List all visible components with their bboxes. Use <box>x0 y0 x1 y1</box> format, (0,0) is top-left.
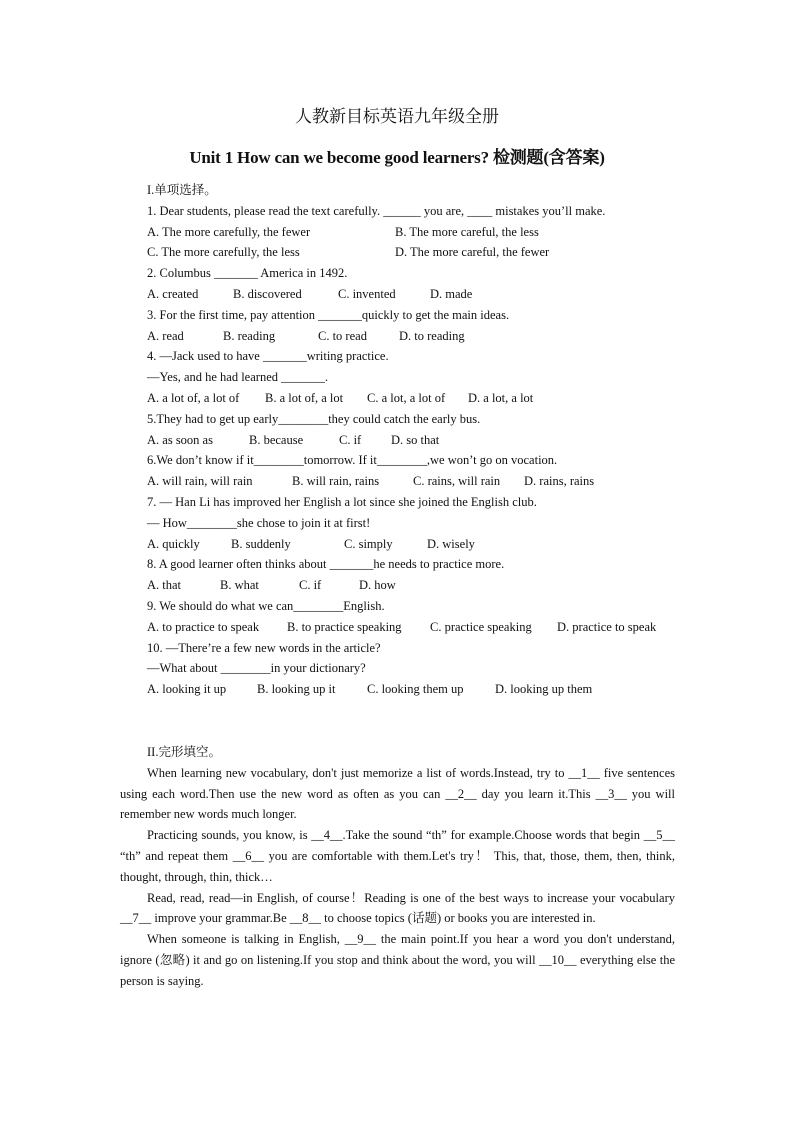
option: D. wisely <box>427 536 475 551</box>
question-1-options-row-1 <box>147 222 675 243</box>
question-5: 5.They had to get up early________they could catch the early bus. <box>147 411 481 426</box>
option: C. if <box>339 432 362 447</box>
option: B. because <box>249 432 304 447</box>
option: A. quickly <box>147 536 200 551</box>
question-8: 8. A good learner often thinks about _______he needs to practice more. <box>147 557 505 572</box>
option: C. a lot, a lot of <box>367 390 446 405</box>
option: C. to read <box>318 328 367 343</box>
option: A. as soon as <box>147 432 213 447</box>
question-10-reply: —What about ________in your dictionary? <box>147 661 366 676</box>
document-title: 人教新目标英语九年级全册 <box>295 107 499 126</box>
option: D. a lot, a lot <box>468 390 534 405</box>
question-1-options-row-2 <box>147 242 675 263</box>
option: C. if <box>299 578 322 593</box>
cloze-passage <box>120 763 675 992</box>
cloze-paragraph: When learning new vocabulary, don't just memorize a list of words.Instead, try to __1__ five sentences using each word.Then use the new word as often as you can __2__ day you learn it.This __3__ you will remember new words much longer. <box>120 765 675 822</box>
option: A. created <box>147 286 199 301</box>
option: B. The more careful, the less <box>395 224 539 239</box>
cloze-paragraph: When someone is talking in English, __9__ the main point.If you hear a word you don't understand, ignore (忽略) it and go on listening.If you stop and think about the word, you will __10__ everything else the person is saying. <box>120 932 675 988</box>
question-2: 2. Columbus _______ America in 1492. <box>147 266 348 281</box>
question-6-options <box>147 471 675 492</box>
question-8-options <box>147 575 675 596</box>
question-9-options <box>147 617 675 638</box>
question-10-options <box>147 679 675 700</box>
option: A. read <box>147 328 184 343</box>
question-3: 3. For the first time, pay attention _______quickly to get the main ideas. <box>147 307 510 322</box>
cloze-paragraph: Practicing sounds, you know, is __4__.Take the sound “th” for example.Choose words that begin __5__ “th” and repeat them __6__ you are comfortable with them.Let's try！ This, that, those, them, then, think, thought, through, thin, thick… <box>120 828 675 884</box>
option: B. looking up it <box>257 682 336 697</box>
question-4: 4. —Jack used to have _______writing practice. <box>147 349 389 364</box>
option: C. looking them up <box>367 682 464 697</box>
option: B. will rain, rains <box>292 474 380 489</box>
question-10: 10. —There’re a few new words in the article? <box>147 640 381 655</box>
option: D. practice to speak <box>557 619 657 634</box>
option: A. will rain, will rain <box>147 474 253 489</box>
question-4-options <box>147 388 675 409</box>
document-body <box>120 180 675 991</box>
option: B. what <box>220 578 259 593</box>
option: C. practice speaking <box>430 619 532 634</box>
option: B. suddenly <box>231 536 291 551</box>
option: C. The more carefully, the less <box>147 245 300 260</box>
option: D. made <box>430 286 473 301</box>
question-9: 9. We should do what we can________English. <box>147 598 385 613</box>
option: A. to practice to speak <box>147 619 260 634</box>
question-7-options <box>147 534 675 555</box>
question-5-options <box>147 430 675 451</box>
option: A. a lot of, a lot of <box>147 390 240 405</box>
question-7: 7. — Han Li has improved her English a lot since she joined the English club. <box>147 494 537 509</box>
option: D. The more careful, the fewer <box>395 245 550 260</box>
option: B. a lot of, a lot <box>265 390 344 405</box>
option: A. looking it up <box>147 682 227 697</box>
section-heading-multiple-choice: I.单项选择。 <box>147 183 217 197</box>
question-4-reply: —Yes, and he had learned _______. <box>147 370 328 385</box>
option: D. to reading <box>399 328 465 343</box>
option: A. The more carefully, the fewer <box>147 224 311 239</box>
option: D. how <box>359 578 396 593</box>
question-3-options <box>147 326 675 347</box>
question-2-options <box>147 284 675 305</box>
option: C. simply <box>344 536 393 551</box>
option: D. looking up them <box>495 682 593 697</box>
option: B. to practice speaking <box>287 619 402 634</box>
option: C. invented <box>338 286 396 301</box>
question-6: 6.We don’t know if it________tomorrow. If it________,we won’t go on vocation. <box>147 453 558 468</box>
option: B. reading <box>223 328 276 343</box>
section-heading-cloze: II.完形填空。 <box>147 744 221 759</box>
question-1: 1. Dear students, please read the text carefully. ______ you are, ____ mistakes you’ll make. <box>147 203 606 218</box>
cloze-paragraph: Read, read, read—in English, of course！Reading is one of the best ways to increase your vocabulary __7__ improve your grammar.Be __8__ to choose topics (话题) or books you are interested in. <box>120 890 675 926</box>
document-subtitle: Unit 1 How can we become good learners? 检测题(含答案) <box>189 148 605 167</box>
option: D. so that <box>391 432 440 447</box>
option: D. rains, rains <box>524 474 595 489</box>
question-7-reply: — How________she chose to join it at first! <box>147 515 371 530</box>
option: A. that <box>147 578 182 593</box>
option: B. discovered <box>233 286 302 301</box>
option: C. rains, will rain <box>413 474 501 489</box>
